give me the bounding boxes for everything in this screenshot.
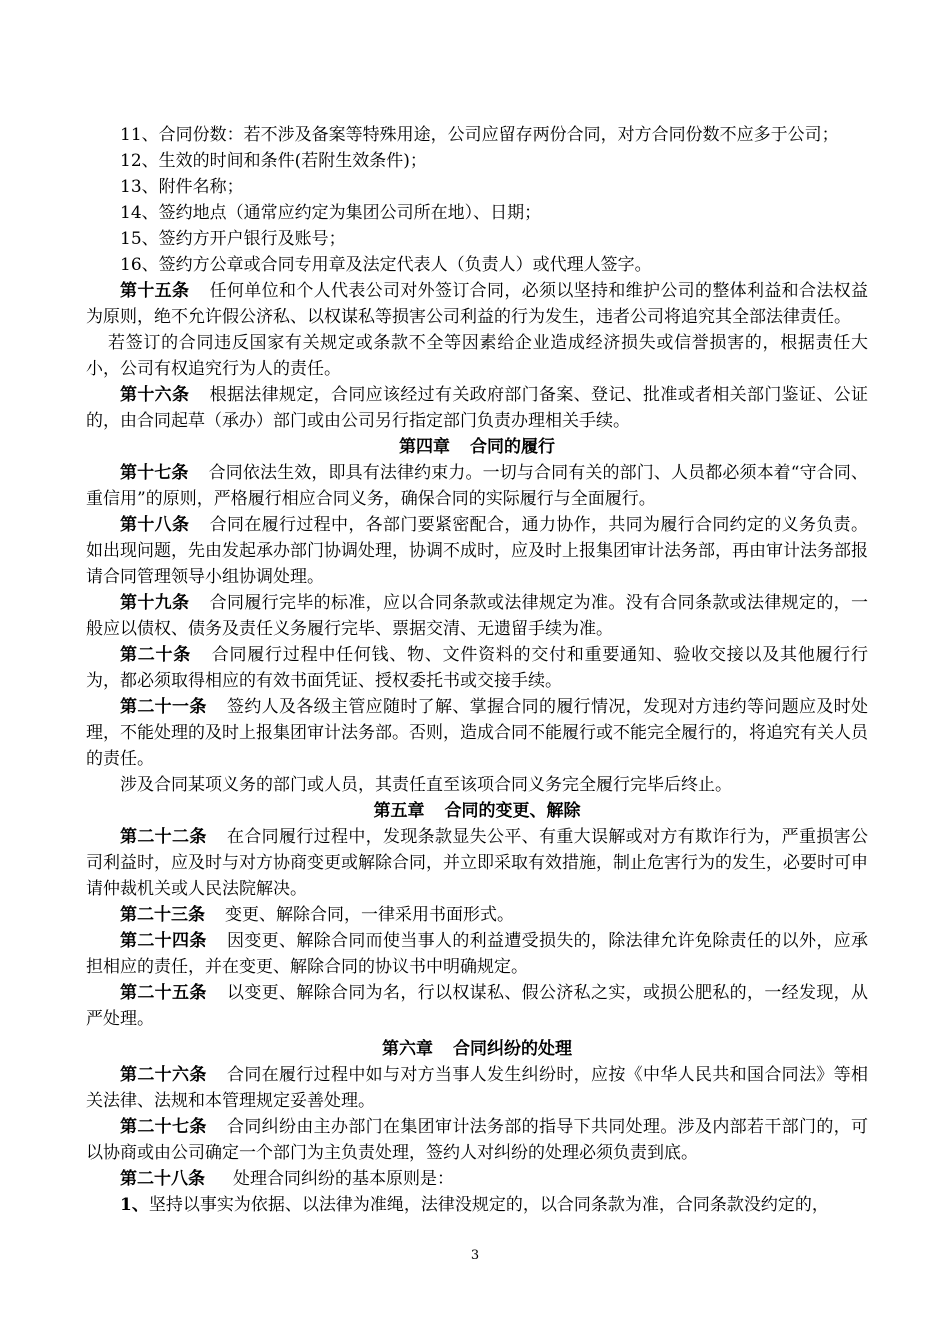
article-text: 根据法律规定，合同应该经过有关政府部门备案、登记、批准或者相关部门鉴证、公证的，由合同起草（承办）部门或由公司另行指定部门负责办理相关手续。 [86, 385, 869, 431]
article-number: 第二十八条 [120, 1169, 205, 1189]
principle-text: 坚持以事实为依据、以法律为准绳，法律没规定的，以合同条款为准，合同条款没约定的， [148, 1195, 829, 1215]
list-item: 16、签约方公章或合同专用章及法定代表人（负责人）或代理人签字。 [120, 255, 652, 275]
article-number: 第十六条 [120, 385, 190, 405]
article-number: 第十九条 [120, 593, 190, 613]
article-text: 合同依法生效，即具有法律约束力。一切与合同有关的部门、人员都必须本着“守合同、重信用”的原则，严格履行相应合同义务，确保合同的实际履行与全面履行。 [86, 463, 868, 509]
article-16 [86, 382, 868, 434]
article-text: 变更、解除合同，一律采用书面形式。 [225, 905, 514, 925]
article-17 [86, 460, 868, 512]
article-18 [86, 512, 868, 590]
article-number: 第十七条 [120, 463, 189, 483]
article-number: 第二十四条 [120, 931, 207, 951]
article-number: 第十五条 [120, 281, 190, 301]
article-text: 任何单位和个人代表公司对外签订合同，必须以坚持和维护公司的整体利益和合法权益为原则，绝不允许假公济私、以权谋私等损害公司利益的行为发生，违者公司将追究其全部法律责任。 [86, 281, 869, 327]
document-body [86, 122, 868, 1218]
article-27 [86, 1114, 868, 1166]
article-25 [86, 980, 868, 1032]
article-21 [86, 694, 868, 772]
chapter-6-heading [86, 1036, 868, 1062]
article-number: 第二十三条 [120, 905, 205, 925]
chapter-number: 第六章 [382, 1039, 433, 1059]
article-text: 合同在履行过程中如与对方当事人发生纠纷时，应按《中华人民共和国合同法》等相关法律、法规和本管理规定妥善处理。 [86, 1065, 869, 1111]
article-number: 第二十七条 [120, 1117, 207, 1137]
article-text: 在合同履行过程中，发现条款显失公平、有重大误解或对方有欺诈行为，严重损害公司利益时，应及时与对方协商变更或解除合同，并立即采取有效措施，制止危害行为的发生，必要时可申请仲裁机关或人民法院解决。 [86, 827, 869, 899]
article-number: 第二十条 [120, 645, 192, 665]
article-22 [86, 824, 868, 902]
article-19 [86, 590, 868, 642]
list-item: 14、签约地点（通常应约定为集团公司所在地）、日期； [120, 203, 542, 223]
chapter-title: 合同的变更、解除 [444, 801, 581, 821]
article-26 [86, 1062, 868, 1114]
article-28 [86, 1166, 868, 1192]
article-text: 合同履行过程中任何钱、物、文件资料的交付和重要通知、验收交接以及其他履行行为，都必须取得相应的有效书面凭证、授权委托书或交接手续。 [86, 645, 869, 691]
article-number: 第二十一条 [120, 697, 207, 717]
article-text: 以变更、解除合同为名，行以权谋私、假公济私之实，或损公肥私的，一经发现，从严处理。 [86, 983, 869, 1029]
chapter-title: 合同的履行 [470, 437, 555, 457]
chapter-number: 第四章 [399, 437, 450, 457]
list-item: 13、附件名称； [120, 177, 244, 197]
principle-number: 1、 [120, 1195, 149, 1215]
article-15-paragraph: 若签订的合同违反国家有关规定或条款不全等因素给企业造成经济损失或信誉损害的，根据责任大小，公司有权追究行为人的责任。 [86, 333, 868, 379]
article-number: 第二十五条 [120, 983, 207, 1003]
article-number: 第二十六条 [120, 1065, 207, 1085]
article-number: 第二十二条 [120, 827, 207, 847]
article-text: 合同在履行过程中，各部门要紧密配合，通力协作，共同为履行合同约定的义务负责。如出现问题，先由发起承办部门协调处理，协调不成时，应及时上报集团审计法务部，再由审计法务部报请合同管理领导小组协调处理。 [86, 515, 869, 587]
article-15 [86, 278, 868, 330]
article-text: 因变更、解除合同而使当事人的利益遭受损失的，除法律允许免除责任的以外，应承担相应的责任，并在变更、解除合同的协议书中明确规定。 [86, 931, 869, 977]
chapter-number: 第五章 [373, 801, 425, 821]
article-text: 签约人及各级主管应随时了解、掌握合同的履行情况，发现对方违约等问题应及时处理，不能处理的及时上报集团审计法务部。否则，造成合同不能履行或不能完全履行的，将追究有关人员的责任。 [86, 697, 869, 769]
chapter-title: 合同纠纷的处理 [453, 1039, 572, 1059]
list-item: 15、签约方开户银行及账号； [120, 229, 346, 249]
chapter-5-heading [86, 798, 868, 824]
list-item: 12、生效的时间和条件(若附生效条件)； [120, 151, 427, 171]
article-24 [86, 928, 868, 980]
article-text: 合同纠纷由主办部门在集团审计法务部的指导下共同处理。涉及内部若干部门的，可以协商或由公司确定一个部门为主负责处理，签约人对纠纷的处理必须负责到底。 [86, 1117, 869, 1163]
list-item: 11、合同份数：若不涉及备案等特殊用途，公司应留存两份合同，对方合同份数不应多于公司； [120, 125, 839, 145]
article-23 [86, 902, 868, 928]
article-text: 合同履行完毕的标准，应以合同条款或法律规定为准。没有合同条款或法律规定的，一般应以债权、债务及责任义务履行完毕、票据交清、无遗留手续为准。 [86, 593, 869, 639]
chapter-4-heading [86, 434, 868, 460]
article-20 [86, 642, 868, 694]
page-number: 3 [470, 1248, 480, 1263]
article-number: 第十八条 [120, 515, 190, 535]
article-21-paragraph: 涉及合同某项义务的部门或人员，其责任直至该项合同义务完全履行完毕后终止。 [120, 775, 732, 795]
principle-item [86, 1192, 868, 1218]
article-text: 处理合同纠纷的基本原则是： [233, 1169, 454, 1189]
